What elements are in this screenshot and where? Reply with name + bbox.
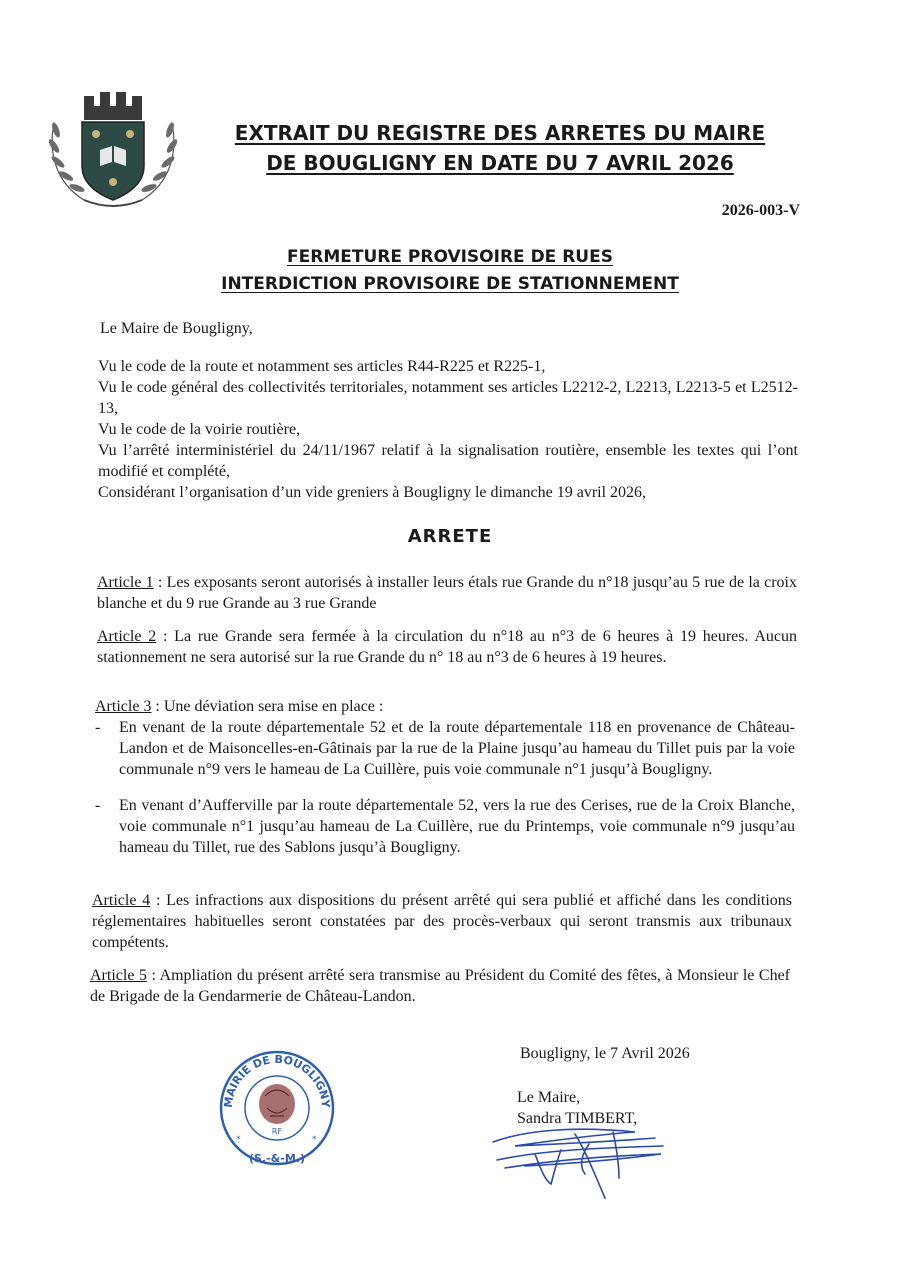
- article-1: [97, 572, 797, 614]
- article-text: : Les exposants seront autorisés à installer leurs étals rue Grande du n°18 jusqu’au 5 rue de la croix blanche et du 9 rue Grande au 3 rue Grande: [97, 574, 798, 612]
- signatory-role: Le Maire,: [517, 1089, 581, 1106]
- consideration-item: Vu l’arrêté interministériel du 24/11/1967 relatif à la signalisation routière, ensemble les textes qui l’ont modifié et complété,: [98, 442, 798, 480]
- decree-heading: ARRETE: [407, 526, 493, 547]
- signatory-name: Sandra TIMBERT,: [517, 1110, 638, 1127]
- svg-text:*: *: [312, 1135, 317, 1145]
- consideration-item: Vu le code général des collectivités territoriales, notamment ses articles L2212-2, L2213, L2213-5 et L2512-13,: [98, 379, 798, 417]
- article-5: [90, 965, 790, 1007]
- article-3: [95, 696, 795, 858]
- title-line-1: EXTRAIT DU REGISTRE DES ARRETES DU MAIRE: [234, 121, 766, 145]
- stamp-arc-text: MAIRIE DE BOUGLIGNY: [221, 1052, 333, 1109]
- register-extract-title: [190, 118, 810, 178]
- article-label: Article 3: [95, 698, 152, 715]
- article-label: Article 2: [97, 628, 157, 645]
- consideration-item: Considérant l’organisation d’un vide greniers à Bougligny le dimanche 19 avril 2026,: [98, 484, 647, 501]
- bullet-dash: -: [95, 719, 101, 736]
- detour-route-item: [95, 717, 795, 780]
- decree-subject: [100, 244, 800, 298]
- article-label: Article 5: [90, 967, 147, 984]
- article-label: Article 1: [97, 574, 154, 591]
- town-hall-stamp: [212, 1046, 342, 1171]
- consideration-item: Vu le code de la voirie routière,: [98, 421, 301, 438]
- bullet-dash: -: [95, 797, 101, 814]
- signature-place-date: Bougligny, le 7 Avril 2026: [520, 1045, 690, 1062]
- svg-text:RF: RF: [271, 1127, 283, 1136]
- subject-line-1: FERMETURE PROVISOIRE DE RUES: [287, 247, 613, 267]
- detour-route-item: [95, 795, 795, 858]
- considerations-list: [98, 356, 798, 503]
- article-text: : Une déviation sera mise en place :: [151, 698, 384, 715]
- consideration-item: Vu le code de la route et notamment ses articles R44-R225 et R225-1,: [98, 358, 546, 375]
- article-4: [92, 890, 792, 953]
- article-text: : Ampliation du présent arrêté sera transmise au Président du Comité des fêtes, à Monsieur le Chef de Brigade de la Gendarmerie de Château-Landon.: [90, 967, 791, 1005]
- intro-line: Le Maire de Bougligny,: [100, 320, 253, 337]
- article-text: : Les infractions aux dispositions du présent arrêté qui sera publié et affiché dans les conditions réglementaires habituelles seront constatées par des procès-verbaux qui seront transmis aux tribunaux compétents.: [92, 892, 793, 951]
- mayor-signature: [485, 1120, 675, 1205]
- article-text: : La rue Grande sera fermée à la circulation du n°18 au n°3 de 6 heures à 19 heures. Aucun stationnement ne sera autorisé sur la rue Grande du n° 18 au n°3 de 6 heures à 19 heures.: [97, 628, 798, 666]
- article-label: Article 4: [92, 892, 151, 909]
- article-2: [97, 626, 797, 668]
- decree-reference: 2026-003-V: [721, 202, 800, 219]
- detour-route-text: En venant d’Aufferville par la route départementale 52, vers la rue des Cerises, rue de la Croix Blanche, voie communale n°1 jusqu’au hameau de La Cuillère, rue du Printemps, voie communale n°9 jusqu’au hameau du Tillet, rue des Sablons jusqu’à Bougligny.: [119, 797, 795, 856]
- title-line-2: DE BOUGLIGNY EN DATE DU 7 AVRIL 2026: [266, 151, 734, 175]
- svg-text:(S.-&-M.): (S.-&-M.): [248, 1152, 306, 1165]
- svg-text:*: *: [236, 1135, 241, 1145]
- coat-of-arms-logo: [44, 88, 182, 210]
- subject-line-2: INTERDICTION PROVISOIRE DE STATIONNEMENT: [221, 274, 679, 294]
- detour-route-text: En venant de la route départementale 52 et de la route départementale 118 en provenance de Château-Landon et de Maisoncelles-en-Gâtinais par la rue de la Plaine jusqu’au hameau du Tillet puis par la voie communale n°9 vers le hameau de La Cuillère, puis voie communale n°1 jusqu’à Bougligny.: [119, 719, 795, 778]
